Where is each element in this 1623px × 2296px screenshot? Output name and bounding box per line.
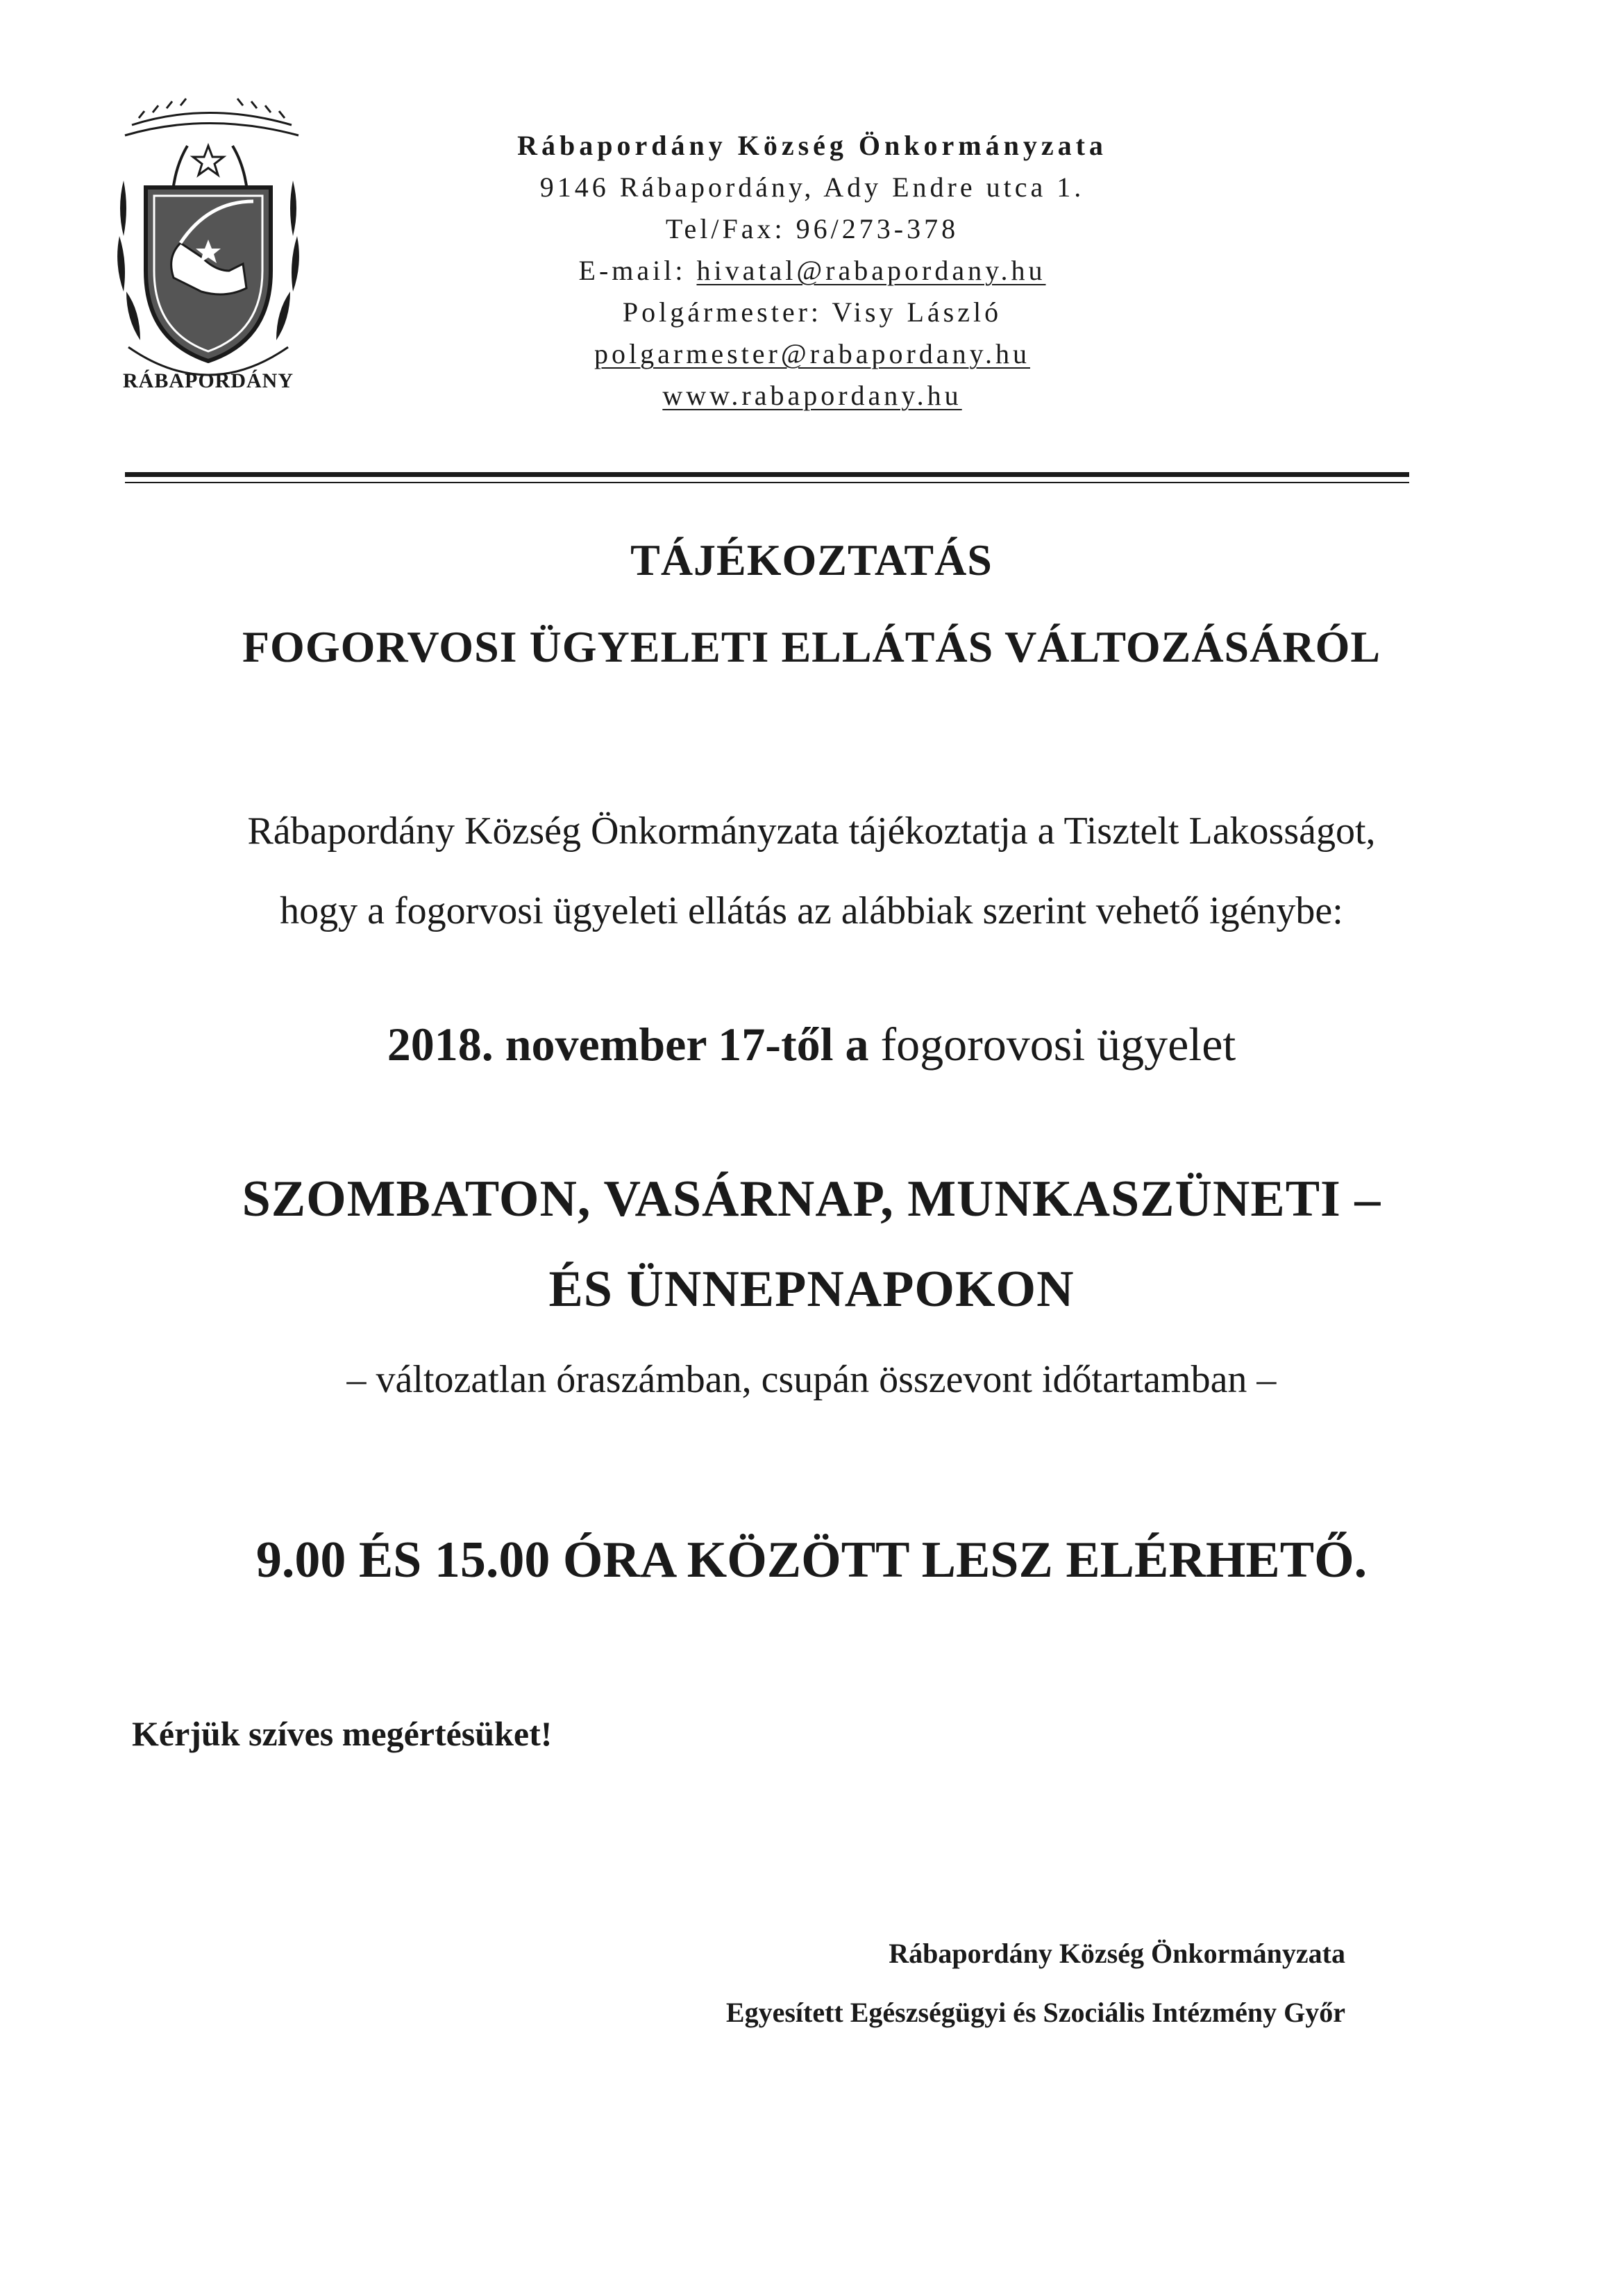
email-line <box>389 250 1236 292</box>
wheat-icon <box>125 99 298 135</box>
date-bold: 2018. november 17-től a <box>387 1018 869 1071</box>
service-hours: 9.00 ÉS 15.00 ÓRA KÖZÖTT LESZ ELÉRHETŐ. <box>255 1532 1368 1589</box>
header-divider <box>125 472 1409 477</box>
crest-text: RÁBAPORDÁNY <box>123 369 294 392</box>
notice-subtitle: FOGORVOSI ÜGYELETI ELLÁTÁS VÁLTOZÁSÁRÓL <box>242 622 1381 671</box>
address: 9146 Rábapordány, Ady Endre utca 1. <box>539 171 1085 203</box>
star-icon <box>193 146 224 175</box>
mayor-email-link[interactable]: polgarmester@rabapordany.hu <box>594 338 1030 369</box>
duration-note: – változatlan óraszámban, csupán összevont időtartamban – <box>346 1358 1277 1401</box>
thanks-note: Kérjük szíves megértésüket! <box>132 1714 553 1753</box>
email-label: E-mail: <box>578 255 697 286</box>
date-rest: fogorovosi ügyelet <box>868 1018 1236 1071</box>
notice-title: TÁJÉKOZTATÁS <box>630 535 993 585</box>
days-line-2: ÉS ÜNNEPNAPOKON <box>548 1261 1075 1318</box>
coat-of-arms-logo <box>104 97 312 403</box>
signature-line-2: Egyesített Egészségügyi és Szociális Intézmény Győr <box>725 1997 1345 2028</box>
organization-name: Rábapordány Község Önkormányzata <box>517 130 1107 161</box>
website-link[interactable]: www.rabapordany.hu <box>662 380 962 411</box>
signature-line-1: Rábapordány Község Önkormányzata <box>889 1938 1345 1969</box>
intro-line-2: hogy a fogorvosi ügyeleti ellátás az alábbiak szerint vehető igénybe: <box>280 889 1343 932</box>
mayor: Polgármester: Visy László <box>622 296 1002 328</box>
days-line-1: SZOMBATON, VASÁRNAP, MUNKASZÜNETI – <box>242 1171 1381 1227</box>
header-divider-thin <box>125 482 1409 483</box>
intro-line-1: Rábapordány Község Önkormányzata tájékoztatja a Tisztelt Lakosságot, <box>247 810 1376 853</box>
phone: Tel/Fax: 96/273-378 <box>665 213 959 244</box>
email-link[interactable]: hivatal@rabapordany.hu <box>696 255 1046 286</box>
letterhead <box>389 125 1236 417</box>
date-line <box>0 1017 1623 1072</box>
